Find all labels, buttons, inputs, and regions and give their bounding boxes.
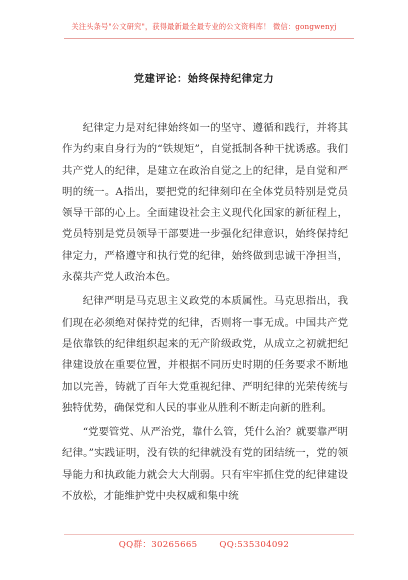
paragraph: 纪律严明是马克思主义政党的本质属性。马克思指出，我们现在必须绝对保持党的纪律，否则将一事无成。中国共产党是依靠铁的纪律组织起来的无产阶级政党，从成立之初就把纪律建设放在重要位置，并根据不同历史时期的任务要求不断地加以完善，铸就了百年大党重视纪律、严明纪律的光荣传统与独特优势，确保党和人民的事业从胜利不断走向新的胜利。	[62, 295, 348, 414]
paragraph: “党要管党、从严治党，靠什么管，凭什么治？就要靠严明纪律。”实践证明，没有铁的纪律就没有党的团结统一，党的领导能力和执政能力就会大大削弱。只有牢牢抓住党的纪律建设不放松，才能维护党中央权威和集中统	[62, 426, 348, 503]
footer-qq-group: QQ群：30265665	[118, 540, 198, 550]
footer-divider	[64, 534, 354, 535]
footer-contact	[0, 538, 408, 550]
header-divider	[64, 38, 354, 39]
document-title: 党建评论：始终保持纪律定力	[133, 73, 275, 85]
document-body	[62, 118, 348, 507]
paragraph: 纪律定力是对纪律始终如一的坚守、遵循和践行，并将其作为约束自身行为的“铁规矩”，自觉抵制各种干扰诱惑。我们共产党人的纪律，是建立在政治自觉之上的纪律，是自觉和严明的统一。A指出，要把党的纪律刻印在全体党员特别是党员领导干部的心上。全面建设社会主义现代化国家的新征程上，党员特别是党员领导干部要进一步强化纪律意识，始终保持纪律定力，严格遵守和执行党的纪律，始终做到忠诚干净担当，永葆共产党人政治本色。	[62, 122, 348, 284]
header-note: 关注头条号"公文研究"，获得最新最全最专业的公文资料库！ 微信：gongwenyj	[71, 22, 337, 31]
footer-qq-number: QQ:535304092	[219, 540, 290, 550]
